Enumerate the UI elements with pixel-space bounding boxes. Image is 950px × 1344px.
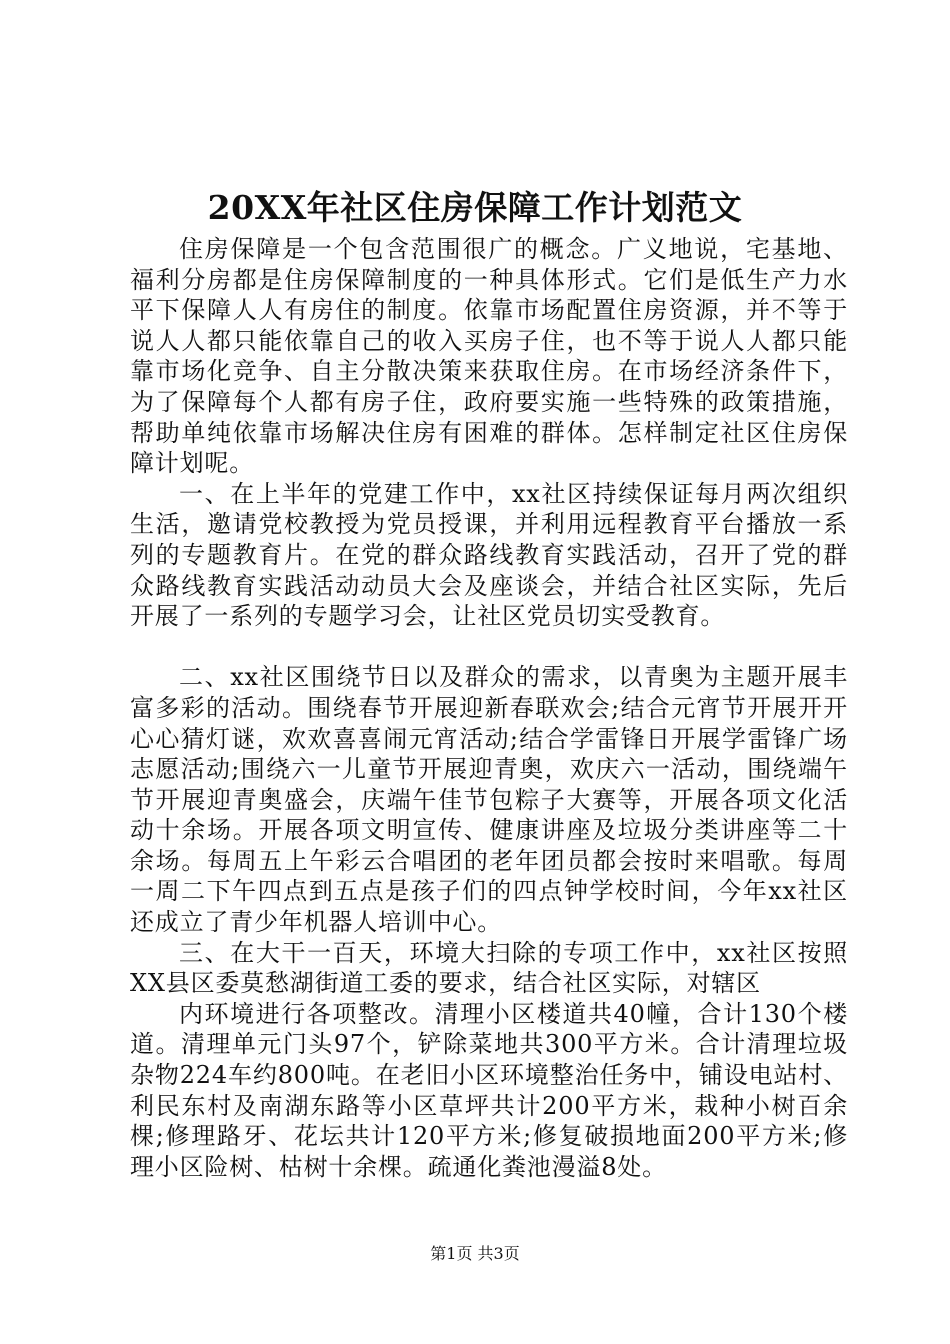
document-title: 20XX年社区住房保障工作计划范文 — [207, 188, 743, 227]
paragraph-section-two: 二、xx社区围绕节日以及群众的需求，以青奥为主题开展丰富多彩的活动。围绕春节开展迎新春联欢会;结合元宵节开展开开心心猜灯谜，欢欢喜喜闹元宵活动;结合学雷锋日开展学雷锋广场志愿活动;围绕六一儿童节开展迎青奥，欢庆六一活动，围绕端午节开展迎青奥盛会，庆端午佳节包粽子大赛等，开展各项文化活动十余场。开展各项文明宣传、健康讲座及垃圾分类讲座等二十余场。每周五上午彩云合唱团的老年团员都会按时来唱歌。每周一周二下午四点到五点是孩子们的四点钟学校时间，今年xx社区还成立了青少年机器人培训中心。 — [130, 663, 848, 937]
paragraph-section-three: 三、在大干一百天，环境大扫除的专项工作中，xx社区按照XX县区委莫愁湖街道工委的要求，结合社区实际，对辖区 — [130, 938, 848, 998]
paragraph-intro: 住房保障是一个包含范围很广的概念。广义地说，宅基地、福利分房都是住房保障制度的一种具体形式。它们是低生产力水平下保障人人有房住的制度。依靠市场配置住房资源，并不等于说人人都只能依靠自己的收入买房子住，也不等于说人人都只能靠市场化竞争、自主分散决策来获取住房。在市场经济条件下，为了保障每个人都有房子住，政府要实施一些特殊的政策措施，帮助单纯依靠市场解决住房有困难的群体。怎样制定社区住房保障计划呢。 — [130, 235, 848, 478]
paragraph-section-three-continued: 内环境进行各项整改。清理小区楼道共40幢，合计130个楼道。清理单元门头97个，铲除菜地共300平方米。合计清理垃圾杂物224车约800吨。在老旧小区环境整治任务中，铺设电站村、利民东村及南湖东路等小区草坪共计200平方米，栽种小树百余棵;修理路牙、花坛共计120平方米;修复破损地面200平方米;修理小区险树、枯树十余棵。疏通化粪池漫溢8处。 — [130, 999, 848, 1181]
paragraph-section-one: 一、在上半年的党建工作中，xx社区持续保证每月两次组织生活，邀请党校教授为党员授课，并利用远程教育平台播放一系列的专题教育片。在党的群众路线教育实践活动，召开了党的群众路线教育实践活动动员大会及座谈会，并结合社区实际，先后开展了一系列的专题学习会，让社区党员切实受教育。 — [130, 479, 848, 631]
page-number: 第1页 共3页 — [430, 1244, 520, 1263]
document-body — [130, 234, 848, 1182]
